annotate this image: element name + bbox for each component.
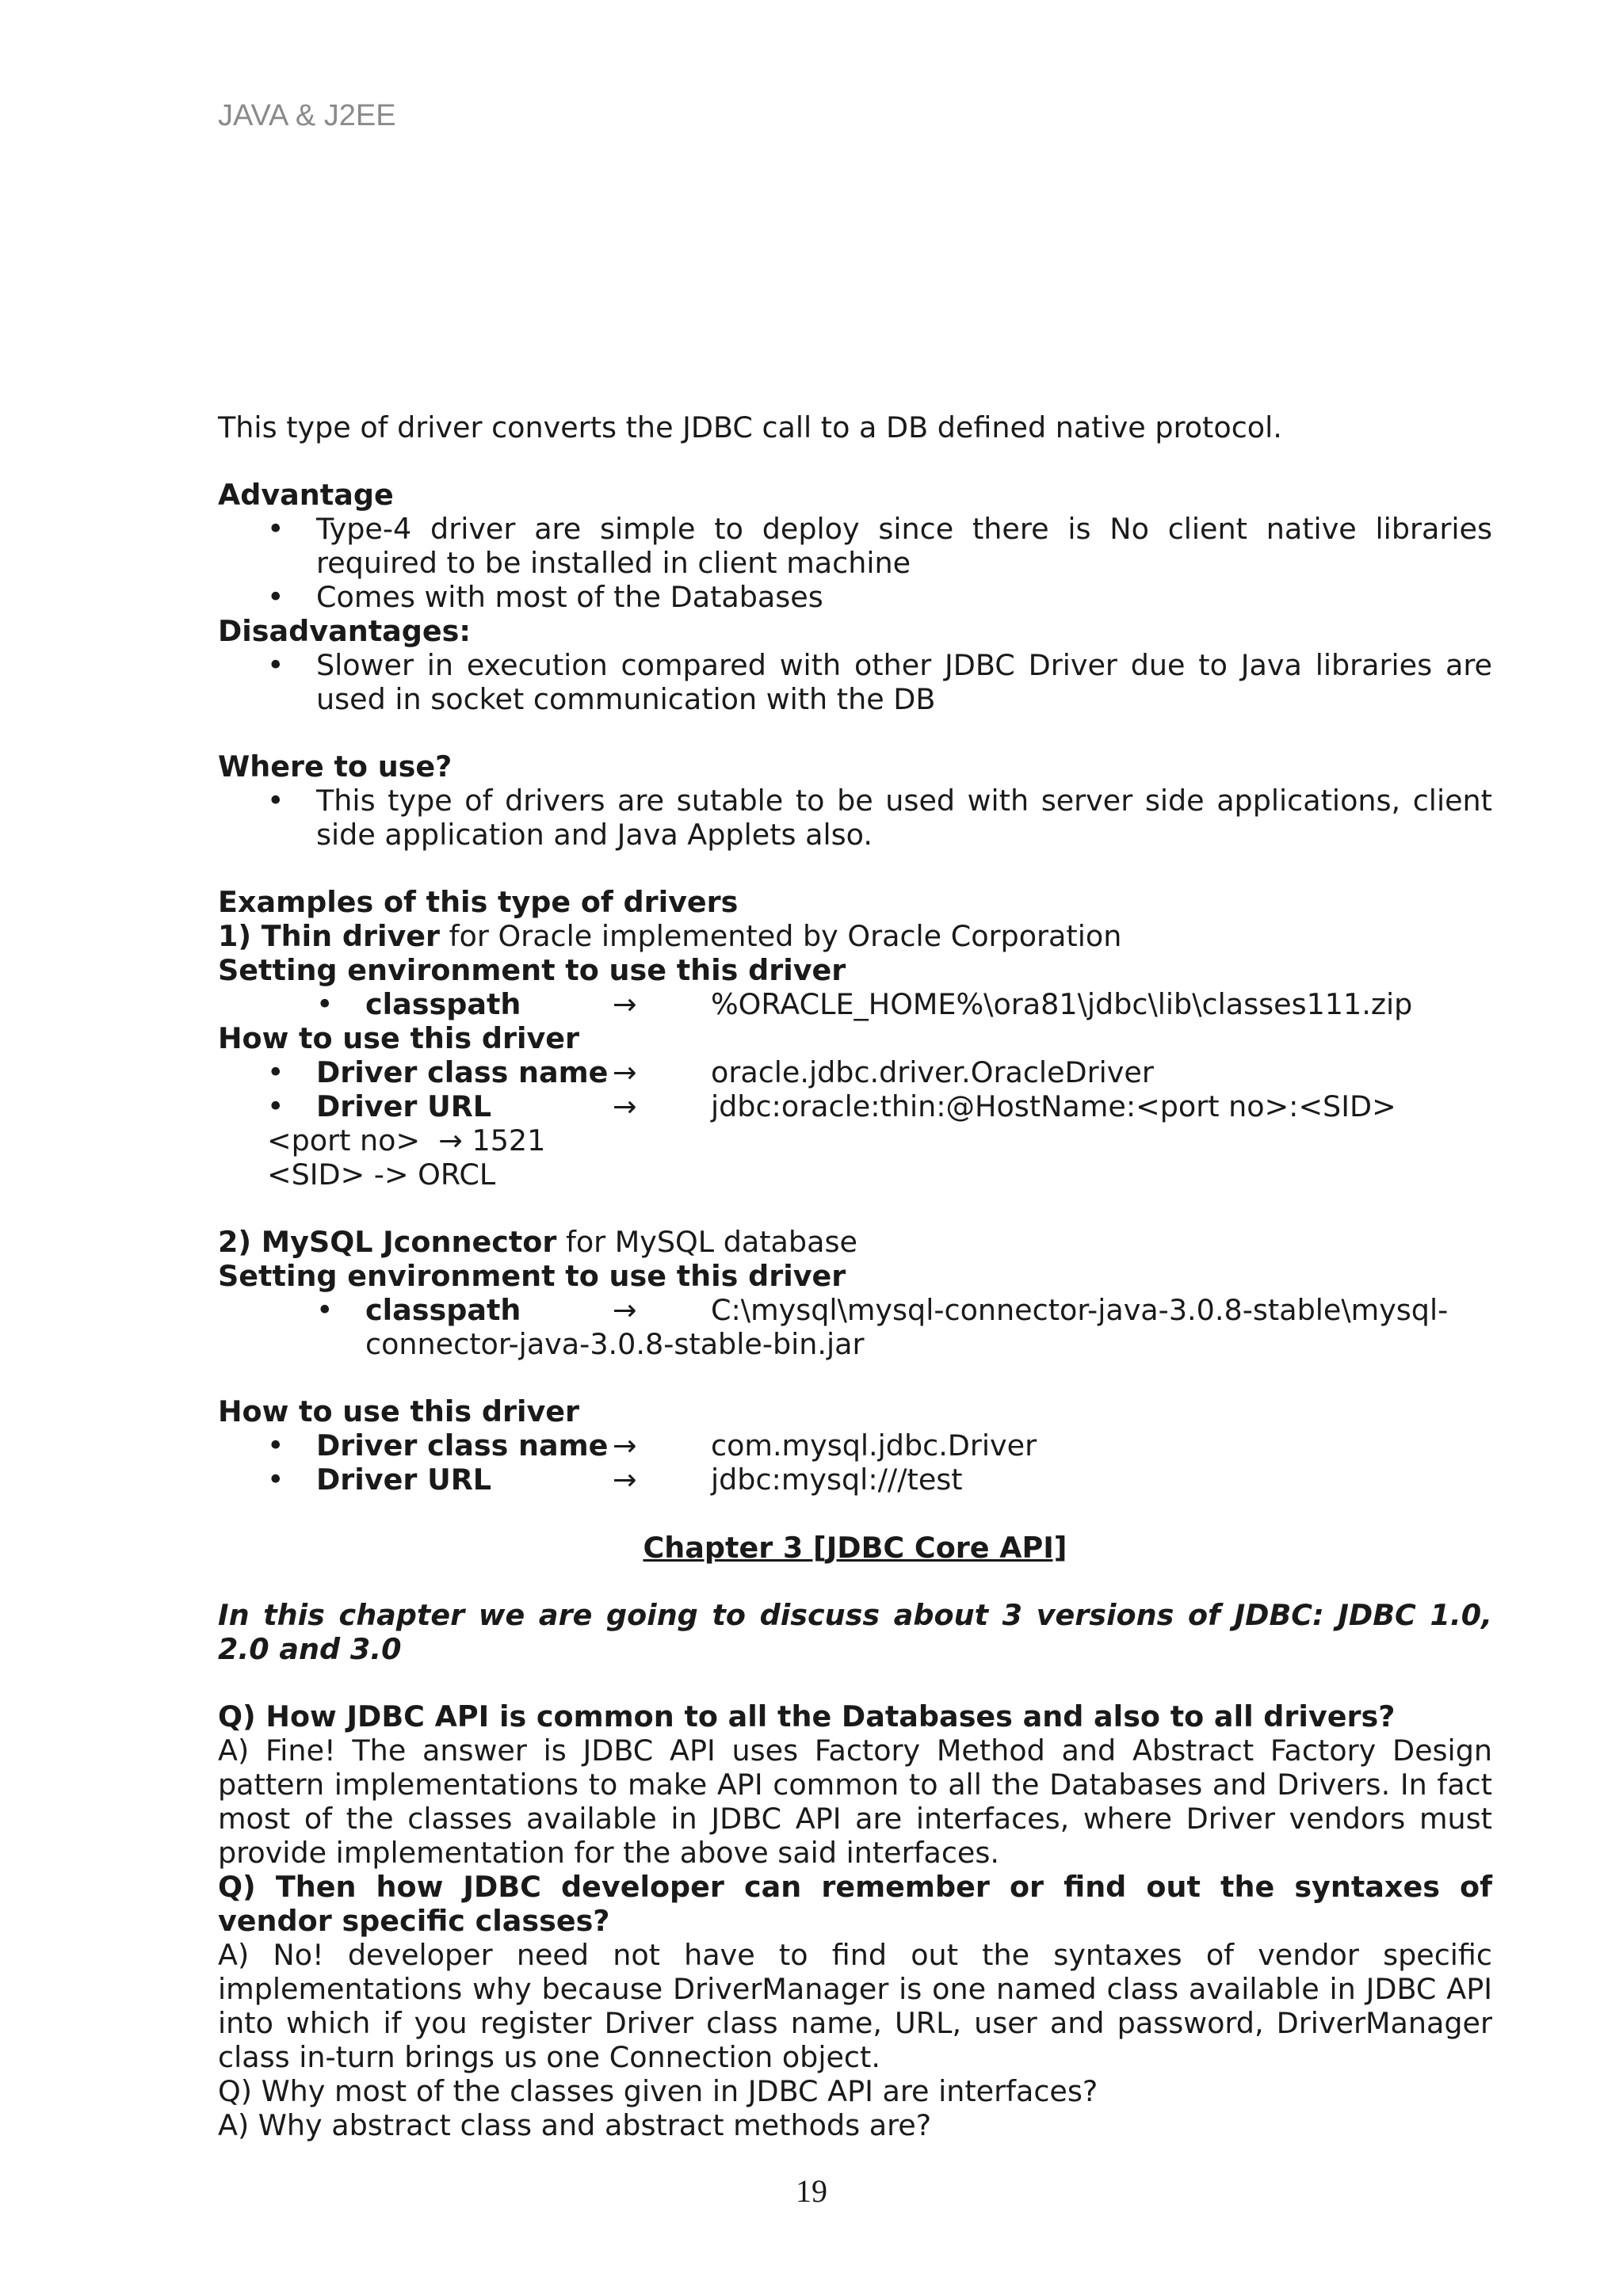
question: Q) Why most of the classes given in JDBC API are interfaces?: [218, 2074, 1098, 2108]
disadvantage-item: • Slower in execution compared with other JDBC Driver due to Java libraries are used in socket communication with the DB: [218, 648, 1492, 716]
driver-class-value: oracle.jdbc.driver.OracleDriver: [711, 1055, 1154, 1089]
driver-url-label: Driver URL: [316, 1463, 492, 1497]
mysql-driver-class-row: [218, 1428, 1492, 1463]
bullet: •: [316, 987, 334, 1021]
question: Q) How JDBC API is common to all the Databases and also to all drivers?: [218, 1699, 1396, 1733]
bullet: •: [267, 1089, 285, 1123]
arrow-icon: →: [613, 1089, 637, 1123]
thin-driver-url-row: [218, 1089, 1492, 1123]
where-item: • This type of drivers are sutable to be used with server side applications, client side application and Java Applets also.: [218, 784, 1492, 852]
arrow-icon: →: [613, 1293, 637, 1327]
running-header: JAVA & J2EE: [218, 99, 396, 132]
mysql-how-heading: How to use this driver: [218, 1394, 580, 1428]
thin-driver-title: 1) Thin driver for Oracle implemented by Oracle Corporation: [218, 919, 1122, 953]
thin-driver-class-row: [218, 1055, 1492, 1089]
driver-url-value: jdbc:mysql:///test: [711, 1463, 963, 1497]
examples-heading: Examples of this type of drivers: [218, 885, 739, 919]
chapter-intro: In this chapter we are going to discuss about 3 versions of JDBC: JDBC 1.0, 2.0 and 3.0: [218, 1598, 1492, 1666]
bullet: •: [267, 1428, 285, 1463]
mysql-driver-title: 2) MySQL Jconnector for MySQL database: [218, 1225, 857, 1259]
arrow-icon: →: [613, 1463, 637, 1497]
classpath-label: classpath: [365, 987, 521, 1021]
where-heading: Where to use?: [218, 749, 453, 784]
classpath-label: classpath: [365, 1293, 521, 1327]
driver-class-value: com.mysql.jdbc.Driver: [711, 1428, 1037, 1463]
classpath-continuation: connector-java-3.0.8-stable-bin.jar: [365, 1327, 865, 1361]
advantage-heading: Advantage: [218, 478, 394, 512]
bullet: •: [267, 1463, 285, 1497]
arrow-icon: →: [613, 987, 637, 1021]
arrow-icon: →: [613, 1428, 637, 1463]
intro-line: This type of driver converts the JDBC call to a DB defined native protocol.: [218, 410, 1282, 444]
disadvantages-heading: Disadvantages:: [218, 614, 471, 648]
answer: A) No! developer need not have to find out the syntaxes of vendor specific implementations why because DriverManager is one named class available in JDBC API into which if you register Driver class name, URL, user and password, DriverManager class in-turn brings us one Connection object.: [218, 1938, 1492, 2074]
thin-classpath-row: [218, 987, 1492, 1021]
classpath-value: C:\mysql\mysql-connector-java-3.0.8-stable\mysql-: [711, 1293, 1449, 1327]
port-line: <port no> → 1521: [267, 1123, 546, 1158]
mysql-classpath-row: [218, 1293, 1492, 1361]
page-number: 19: [796, 2173, 827, 2209]
bullet: •: [316, 1293, 334, 1327]
question: Q) Then how JDBC developer can remember or find out the syntaxes of vendor specific classes?: [218, 1870, 1492, 1938]
sid-line: <SID> -> ORCL: [267, 1158, 496, 1192]
driver-class-label: Driver class name: [316, 1055, 609, 1089]
answer: A) Fine! The answer is JDBC API uses Factory Method and Abstract Factory Design pattern implementations to make API common to all the Databases and Drivers. In fact most of the classes available in JDBC API are interfaces, where Driver vendors must provide implementation for the above said interfaces.: [218, 1733, 1492, 1870]
chapter-title: Chapter 3 [JDBC Core API]: [643, 1531, 1067, 1565]
arrow-icon: →: [438, 1123, 463, 1158]
bullet: •: [267, 1055, 285, 1089]
driver-url-label: Driver URL: [316, 1089, 492, 1123]
mysql-env-heading: Setting environment to use this driver: [218, 1259, 846, 1293]
driver-class-label: Driver class name: [316, 1428, 609, 1463]
thin-how-heading: How to use this driver: [218, 1021, 580, 1055]
arrow-icon: →: [613, 1055, 637, 1089]
thin-env-heading: Setting environment to use this driver: [218, 953, 846, 987]
advantage-item: • Type-4 driver are simple to deploy since there is No client native libraries required to be installed in client machine: [218, 512, 1492, 580]
driver-url-value: jdbc:oracle:thin:@HostName:<port no>:<SID>: [711, 1089, 1396, 1123]
page-body: [218, 410, 1492, 2142]
answer: A) Why abstract class and abstract methods are?: [218, 2108, 932, 2142]
mysql-driver-url-row: [218, 1463, 1492, 1497]
advantage-item: • Comes with most of the Databases: [218, 580, 1492, 614]
classpath-value: %ORACLE_HOME%\ora81\jdbc\lib\classes111.zip: [711, 987, 1413, 1021]
